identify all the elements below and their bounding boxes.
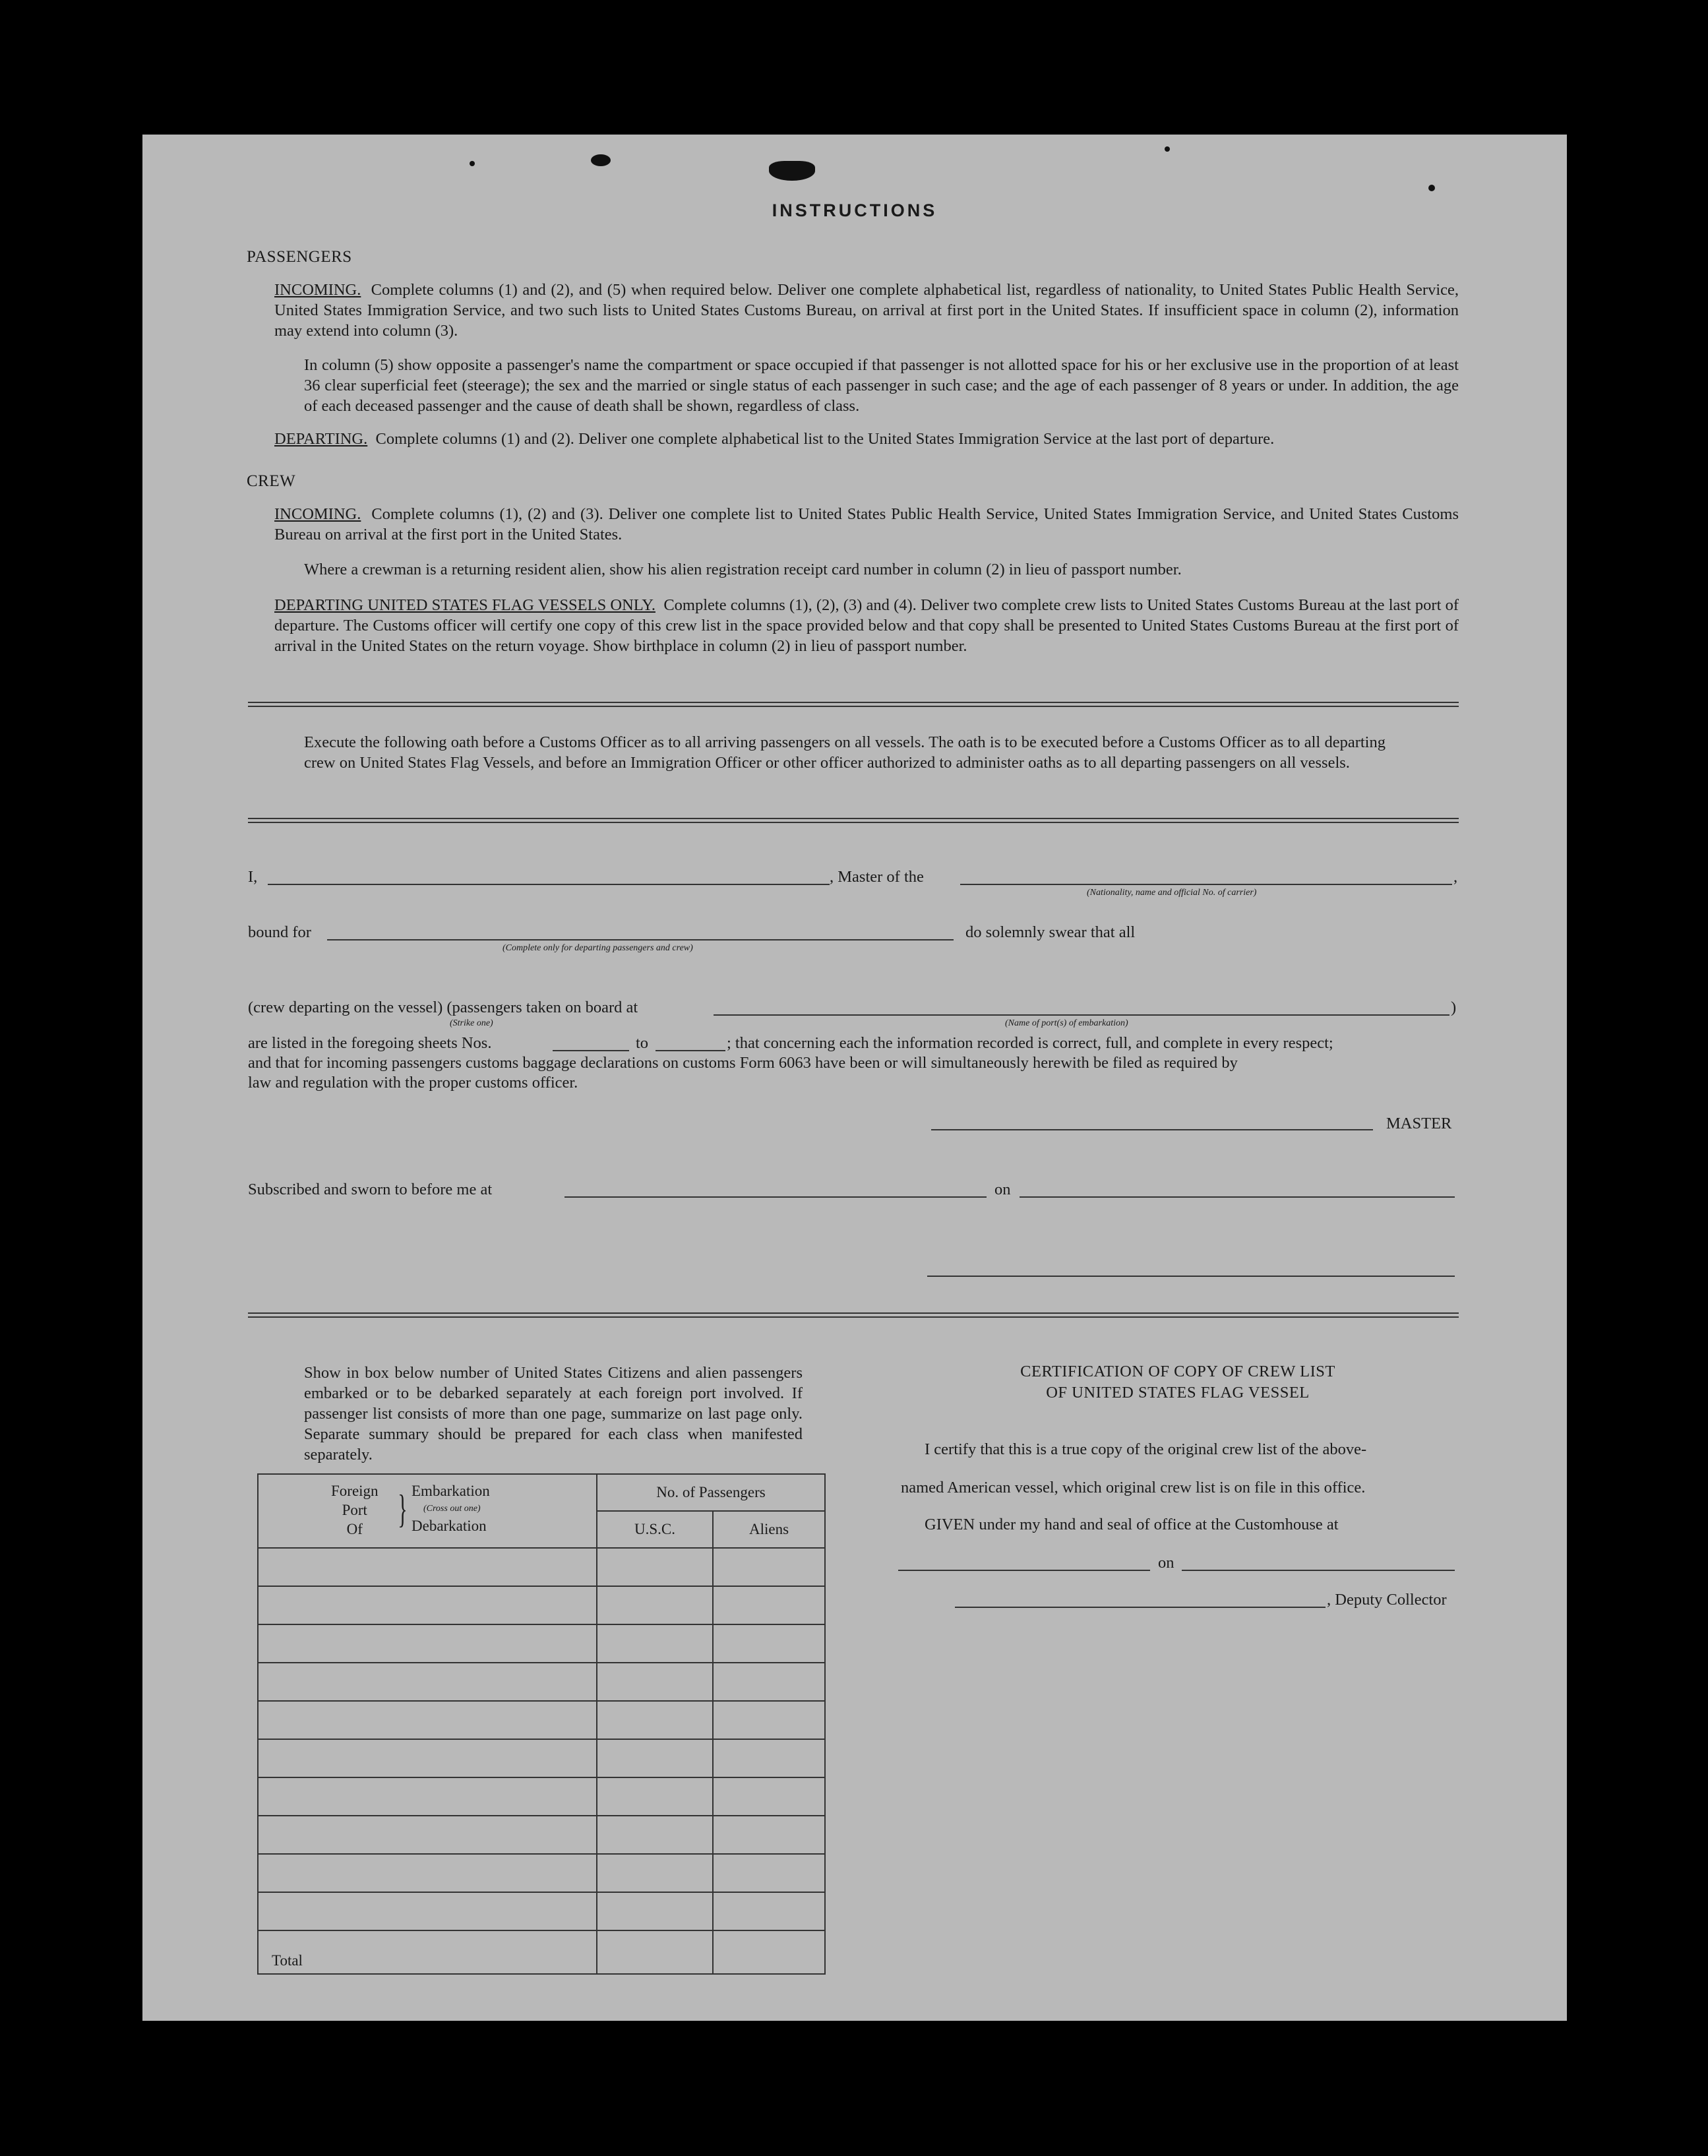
cert-on-label: on — [1158, 1554, 1174, 1572]
carrier-field[interactable] — [960, 884, 1452, 885]
sworn-date-field[interactable] — [1020, 1196, 1455, 1198]
port-cell[interactable] — [258, 1586, 597, 1624]
aliens-header: Aliens — [713, 1511, 825, 1548]
port-cell[interactable] — [258, 1816, 597, 1854]
incoming-label: INCOMING. — [274, 281, 361, 299]
divider — [248, 818, 1459, 823]
aliens-cell[interactable] — [713, 1624, 825, 1663]
bound-for-field[interactable] — [327, 939, 954, 940]
port-label: Port — [342, 1502, 367, 1518]
usc-header: U.S.C. — [597, 1511, 713, 1548]
cert-heading-2: OF UNITED STATES FLAG VESSEL — [1046, 1384, 1310, 1401]
departing-text: Complete columns (1) and (2). Deliver one complete alphabetical list to the United States Immigration Service at the last port of departure. — [375, 430, 1275, 448]
customhouse-field[interactable] — [898, 1570, 1150, 1571]
crew-incoming — [274, 504, 1459, 545]
listed-in-label: are listed in the foregoing sheets Nos. — [248, 1034, 492, 1052]
crew-heading: CREW — [247, 472, 296, 490]
oath-i: I, — [248, 868, 258, 886]
usc-cell[interactable] — [597, 1892, 713, 1930]
complete-only-note: (Complete only for departing passengers and crew) — [503, 943, 693, 953]
form-page — [142, 135, 1567, 2021]
ink-spot — [470, 161, 475, 166]
oath-line2: and that for incoming passengers customs baggage declarations on customs Form 6063 have been or will simultaneously herewith be filed as required by — [248, 1054, 1238, 1072]
nationality-note: (Nationality, name and official No. of carrier) — [1087, 888, 1257, 898]
usc-cell[interactable] — [597, 1586, 713, 1624]
ink-spot — [1165, 146, 1170, 152]
usc-cell[interactable] — [597, 1624, 713, 1663]
divider — [248, 702, 1459, 707]
certification-block — [901, 1363, 1455, 1402]
port-cell[interactable] — [258, 1777, 597, 1816]
ink-spot — [591, 154, 611, 166]
cert-line-1: I certify that this is a true copy of the original crew list of the above- — [925, 1440, 1367, 1458]
listed-rest: ; that concerning each the information recorded is correct, full, and complete in every respect; — [727, 1034, 1333, 1052]
summary-instructions: Show in box below number of United States Citizens and alien passengers embarked or to be debarked separately at each foreign port involved. If passenger list consists of more than one page, summarize on last page only. Separate summary should be prepared for each class when manifested separately. — [304, 1364, 803, 1463]
sheets-from-field[interactable] — [553, 1050, 629, 1051]
crew-incoming-text: Complete columns (1), (2) and (3). Deliver one complete list to United States Public Health Service, United States Immigration Service, and United States Customs Bureau on arrival at the first port in the United States. — [274, 505, 1459, 543]
page-title: INSTRUCTIONS — [772, 200, 938, 220]
cert-date-field[interactable] — [1182, 1570, 1455, 1571]
aliens-cell[interactable] — [713, 1701, 825, 1739]
ports-note: (Name of port(s) of embarkation) — [1005, 1018, 1128, 1028]
deputy-signature-field[interactable] — [955, 1607, 1326, 1608]
sworn-on-label: on — [994, 1181, 1011, 1198]
port-cell[interactable] — [258, 1624, 597, 1663]
passenger-summary-table — [257, 1473, 826, 1975]
aliens-cell[interactable] — [713, 1663, 825, 1701]
crew-resident-note: Where a crewman is a returning resident alien, show his alien registration receipt card number in column (2) in lieu of passport number. — [304, 561, 1182, 578]
port-header — [258, 1474, 597, 1548]
usc-cell[interactable] — [597, 1548, 713, 1586]
master-of-the-label: , Master of the — [830, 868, 924, 886]
port-cell[interactable] — [258, 1548, 597, 1586]
crew-incoming-label: INCOMING. — [274, 505, 361, 523]
brace-icon: } — [398, 1487, 408, 1531]
debarkation-label: Debarkation — [412, 1518, 487, 1534]
aliens-cell[interactable] — [713, 1777, 825, 1816]
to-label: to — [636, 1034, 649, 1052]
cross-out-note: (Cross out one) — [423, 1504, 481, 1514]
cert-heading-1: CERTIFICATION OF COPY OF CREW LIST — [1020, 1363, 1335, 1380]
passengers-heading: PASSENGERS — [247, 248, 352, 266]
solemnly-swear-label: do solemnly swear that all — [965, 923, 1136, 941]
bound-for-label: bound for — [248, 923, 311, 941]
column5-instructions: In column (5) show opposite a passenger's name the compartment or space occupied if that passenger is not allotted space for his or her exclusive use in the proportion of at least 36 clear superficial feet (steerage); the sex and the married or single status of each passenger in such case; and the age of each passenger of 8 years or under. In addition, the age of each deceased passenger and the cause of death shall be shown, regardless of class. — [304, 356, 1459, 415]
aliens-total-cell[interactable] — [713, 1930, 825, 1974]
usc-cell[interactable] — [597, 1854, 713, 1892]
close-paren: ) — [1451, 999, 1457, 1016]
port-cell[interactable] — [258, 1701, 597, 1739]
master-signature-field[interactable] — [931, 1129, 1373, 1130]
master-label: MASTER — [1386, 1115, 1452, 1132]
usc-cell[interactable] — [597, 1739, 713, 1777]
usc-cell[interactable] — [597, 1663, 713, 1701]
oath-instructions: Execute the following oath before a Customs Officer as to all arriving passengers on all vessels. The oath is to be executed before a Customs Officer as to all departing crew on United States Flag Vessels, and before an Immigration Officer or other officer authorized to administer oaths as to all departing passengers on all vessels. — [304, 733, 1386, 772]
usc-cell[interactable] — [597, 1816, 713, 1854]
sheets-to-field[interactable] — [656, 1050, 725, 1051]
officer-signature-field[interactable] — [927, 1276, 1455, 1277]
cert-line-3: GIVEN under my hand and seal of office at the Customhouse at — [925, 1516, 1339, 1533]
port-cell[interactable] — [258, 1739, 597, 1777]
deputy-collector-label: , Deputy Collector — [1327, 1591, 1447, 1609]
strike-one-note: (Strike one) — [450, 1018, 493, 1028]
master-name-field[interactable] — [268, 884, 830, 885]
usc-cell[interactable] — [597, 1777, 713, 1816]
of-label: Of — [346, 1521, 363, 1537]
oath-line3: law and regulation with the proper customs officer. — [248, 1074, 578, 1092]
aliens-cell[interactable] — [713, 1586, 825, 1624]
aliens-cell[interactable] — [713, 1892, 825, 1930]
port-cell[interactable] — [258, 1892, 597, 1930]
crew-departing — [274, 595, 1459, 656]
port-cell[interactable] — [258, 1854, 597, 1892]
aliens-cell[interactable] — [713, 1854, 825, 1892]
subscribed-label: Subscribed and sworn to before me at — [248, 1181, 493, 1198]
incoming-text: Complete columns (1) and (2), and (5) when required below. Deliver one complete alphabetical list, regardless of nationality, to United States Public Health Service, United States Immigration Service, and two such lists to United States Customs Bureau, on arrival at first port in the United States. If insufficient space in column (2), information may extend into column (3). — [274, 281, 1459, 340]
crew-departing-label: (crew departing on the vessel) (passengers taken on board at — [248, 999, 638, 1016]
usc-cell[interactable] — [597, 1701, 713, 1739]
no-of-passengers-header: No. of Passengers — [597, 1474, 825, 1511]
foreign-label: Foreign — [331, 1483, 379, 1499]
crew-departing-label: DEPARTING UNITED STATES FLAG VESSELS ONLY. — [274, 596, 656, 614]
aliens-cell[interactable] — [713, 1548, 825, 1586]
ports-field[interactable] — [714, 1014, 1449, 1016]
ink-spot — [1428, 185, 1435, 191]
aliens-cell[interactable] — [713, 1816, 825, 1854]
passengers-incoming — [274, 280, 1459, 341]
total-text: Total — [272, 1952, 303, 1969]
cert-line-2: named American vessel, which original crew list is on file in this office. — [901, 1479, 1366, 1496]
divider — [248, 1312, 1459, 1318]
sworn-at-field[interactable] — [564, 1196, 987, 1198]
port-cell[interactable] — [258, 1663, 597, 1701]
ink-spot — [769, 161, 815, 181]
crew-departing-text: Complete columns (1), (2), (3) and (4). Deliver two complete crew lists to United States Customs Bureau at the last port of departure. The Customs officer will certify one copy of this crew list in the space provided below and that copy shall be presented to United States Customs Bureau at the first port of arrival in the United States on the return voyage. Show birthplace in column (2) in lieu of passport number. — [274, 596, 1459, 655]
departing-label: DEPARTING. — [274, 430, 368, 448]
passengers-departing — [274, 429, 1459, 449]
embarkation-label: Embarkation — [412, 1483, 490, 1499]
aliens-cell[interactable] — [713, 1739, 825, 1777]
usc-total-cell[interactable] — [597, 1930, 713, 1974]
comma: , — [1453, 868, 1458, 886]
total-label — [258, 1930, 597, 1974]
